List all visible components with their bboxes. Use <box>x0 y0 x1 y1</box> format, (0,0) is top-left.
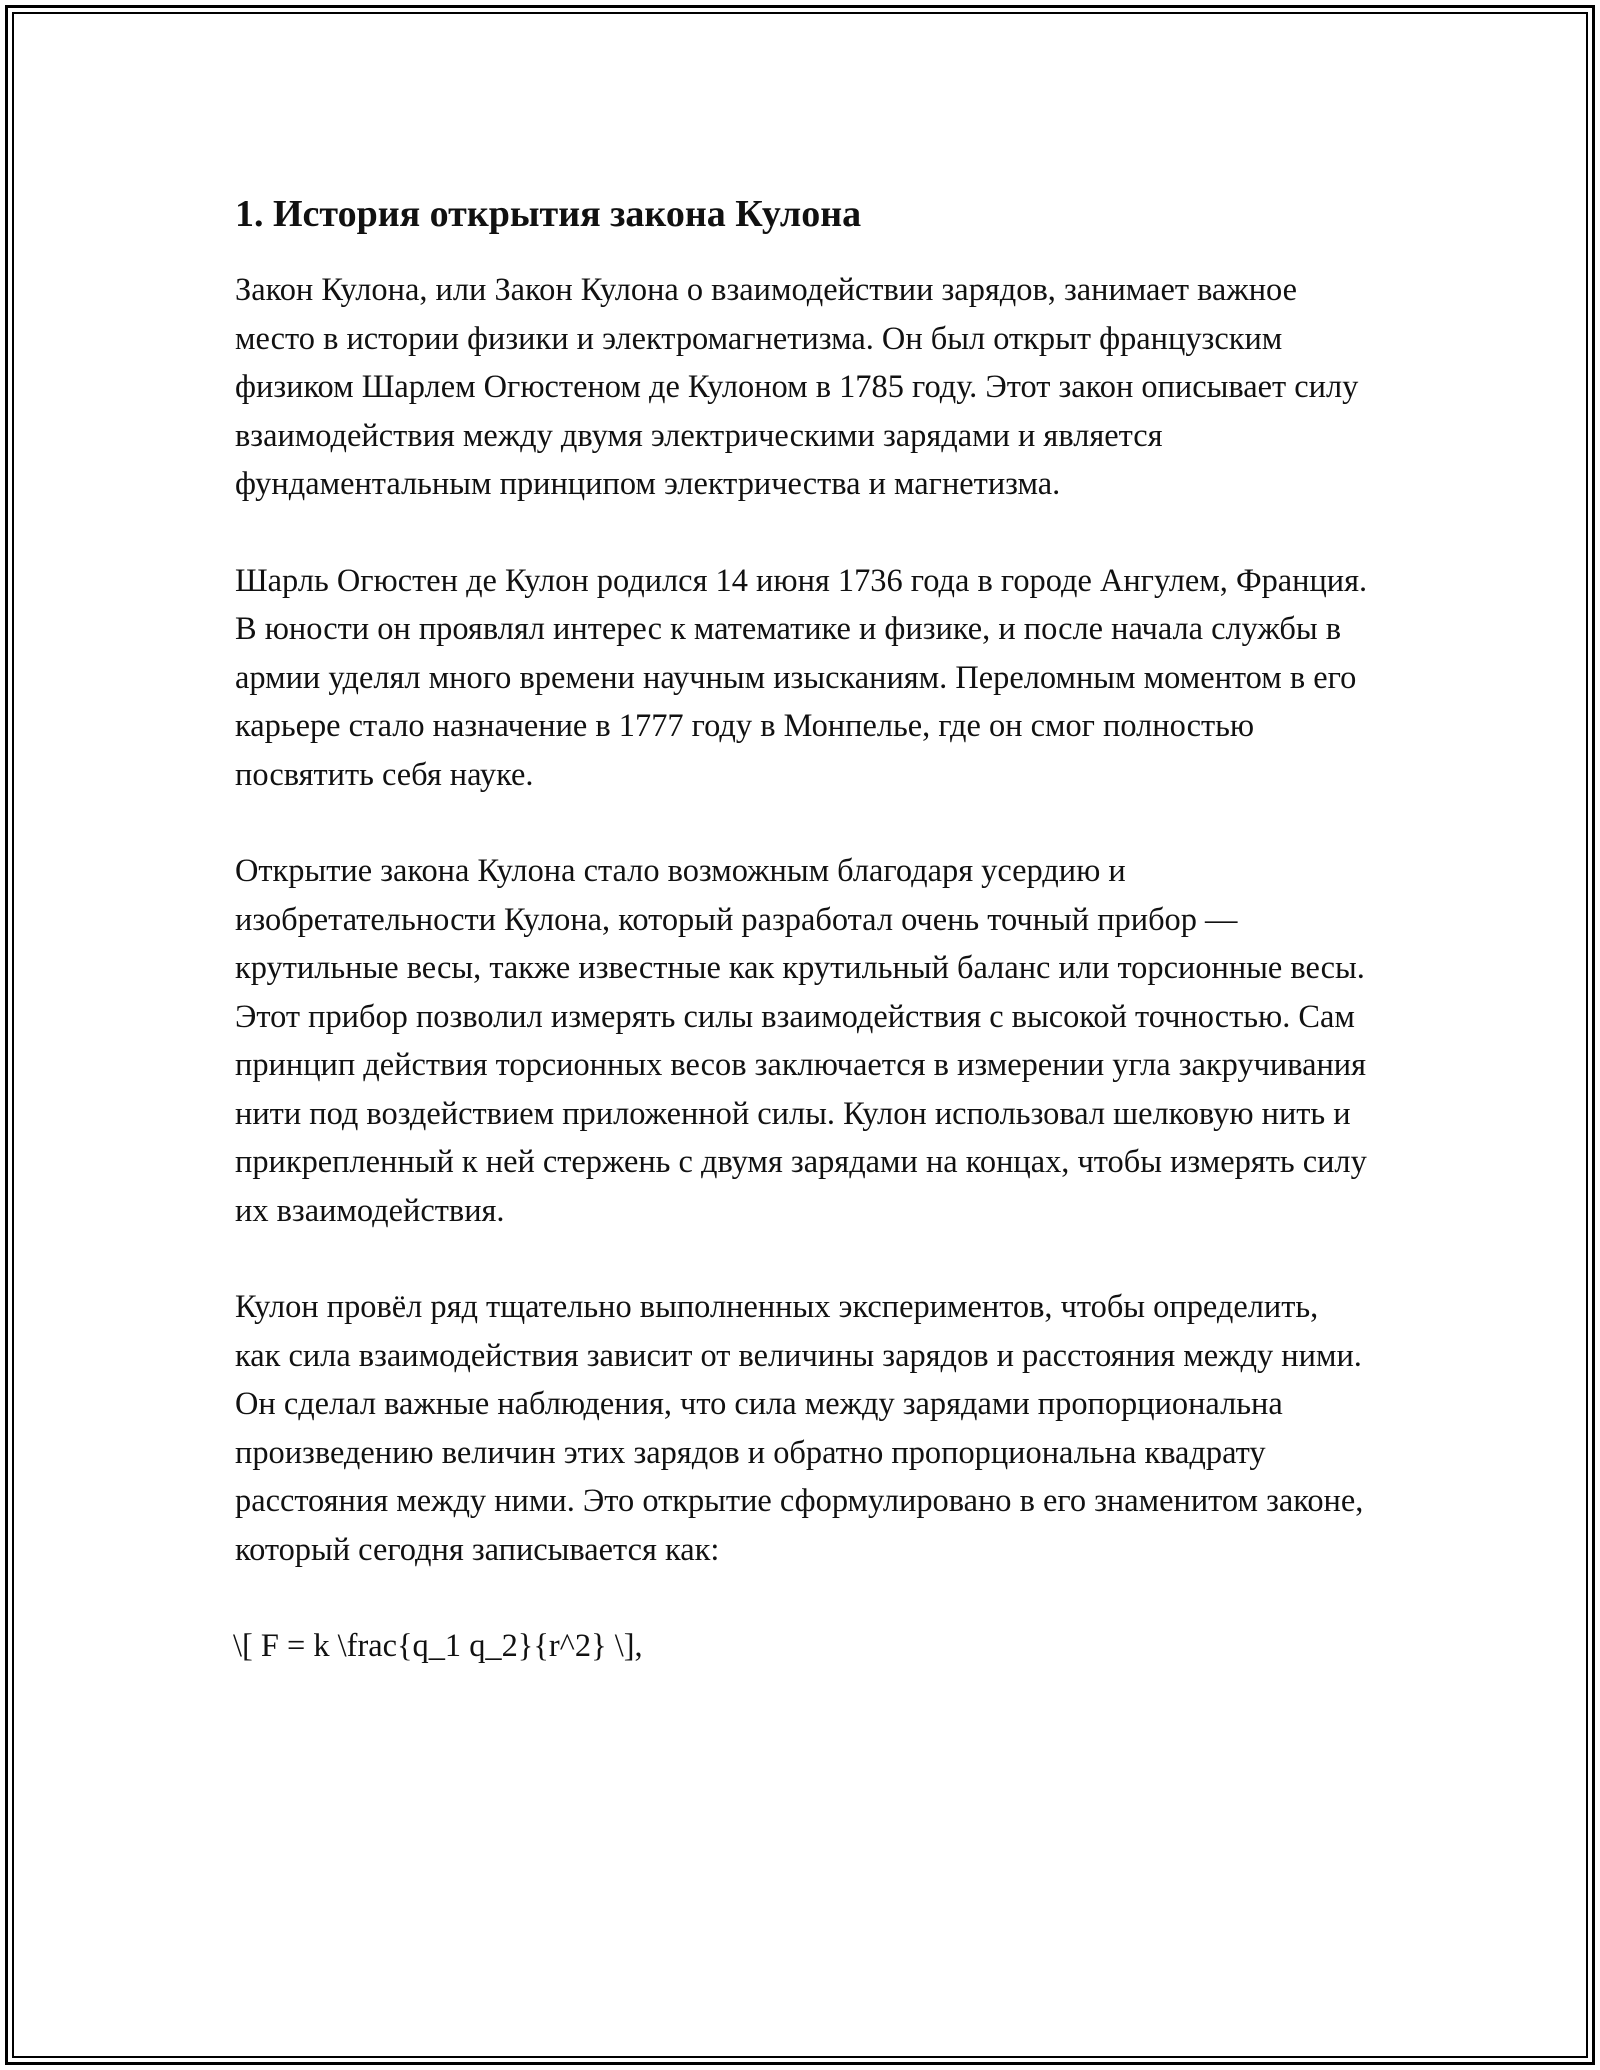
paragraph-discovery: Закон Кулона, или Закон Кулона о взаимодействии зарядов, занимает важное место в истории физики и электромагнетизма. Он был открыт французским физиком Шарлем Огюстеном де Кулоном в 1785 году. Этот закон описывает силу взаимодействия между двумя электрическими зарядами и является фундаментальным принципом электричества и магнетизма. <box>235 272 1359 502</box>
section-heading: 1. История открытия закона Кулона <box>235 193 862 235</box>
paragraph-biography: Шарль Огюстен де Кулон родился 14 июня 1736 года в городе Ангулем, Франция. В юности он проявлял интерес к математике и физике, и после начала службы в армии уделял много времени научным изысканиям. Переломным моментом в его карьере стало назначение в 1777 году в Монпелье, где он смог полностью посвятить себя науке. <box>235 562 1368 793</box>
document-body <box>235 188 1370 1671</box>
paragraph-experiments: Кулон провёл ряд тщательно выполненных экспериментов, чтобы определить, как сила взаимодействия зависит от величины зарядов и расстояния между ними. Он сделал важные наблюдения, что сила между зарядами пропорциональна произведению величин этих зарядов и обратно пропорциональна квадрату расстояния между ними. Это открытие сформулировано в его знаменитом законе, который сегодня записывается как: <box>235 1289 1364 1568</box>
paragraph-torsion-balance: Открытие закона Кулона стало возможным благодаря усердию и изобретательности Кулона, который разработал очень точный прибор — крутильные весы, также известные как крутильный баланс или торсионные весы. Этот прибор позволил измерять силы взаимодействия с высокой точностью. Сам принцип действия торсионных весов заключается в измерении угла закручивания нити под воздействием приложенной силы. Кулон использовал шелковую нить и прикрепленный к ней стержень с двумя зарядами на концах, чтобы измерять силу их взаимодействия. <box>235 853 1367 1229</box>
coulomb-formula: \[ F = k \frac{q_1 q_2}{r^2} \], <box>233 1628 643 1664</box>
